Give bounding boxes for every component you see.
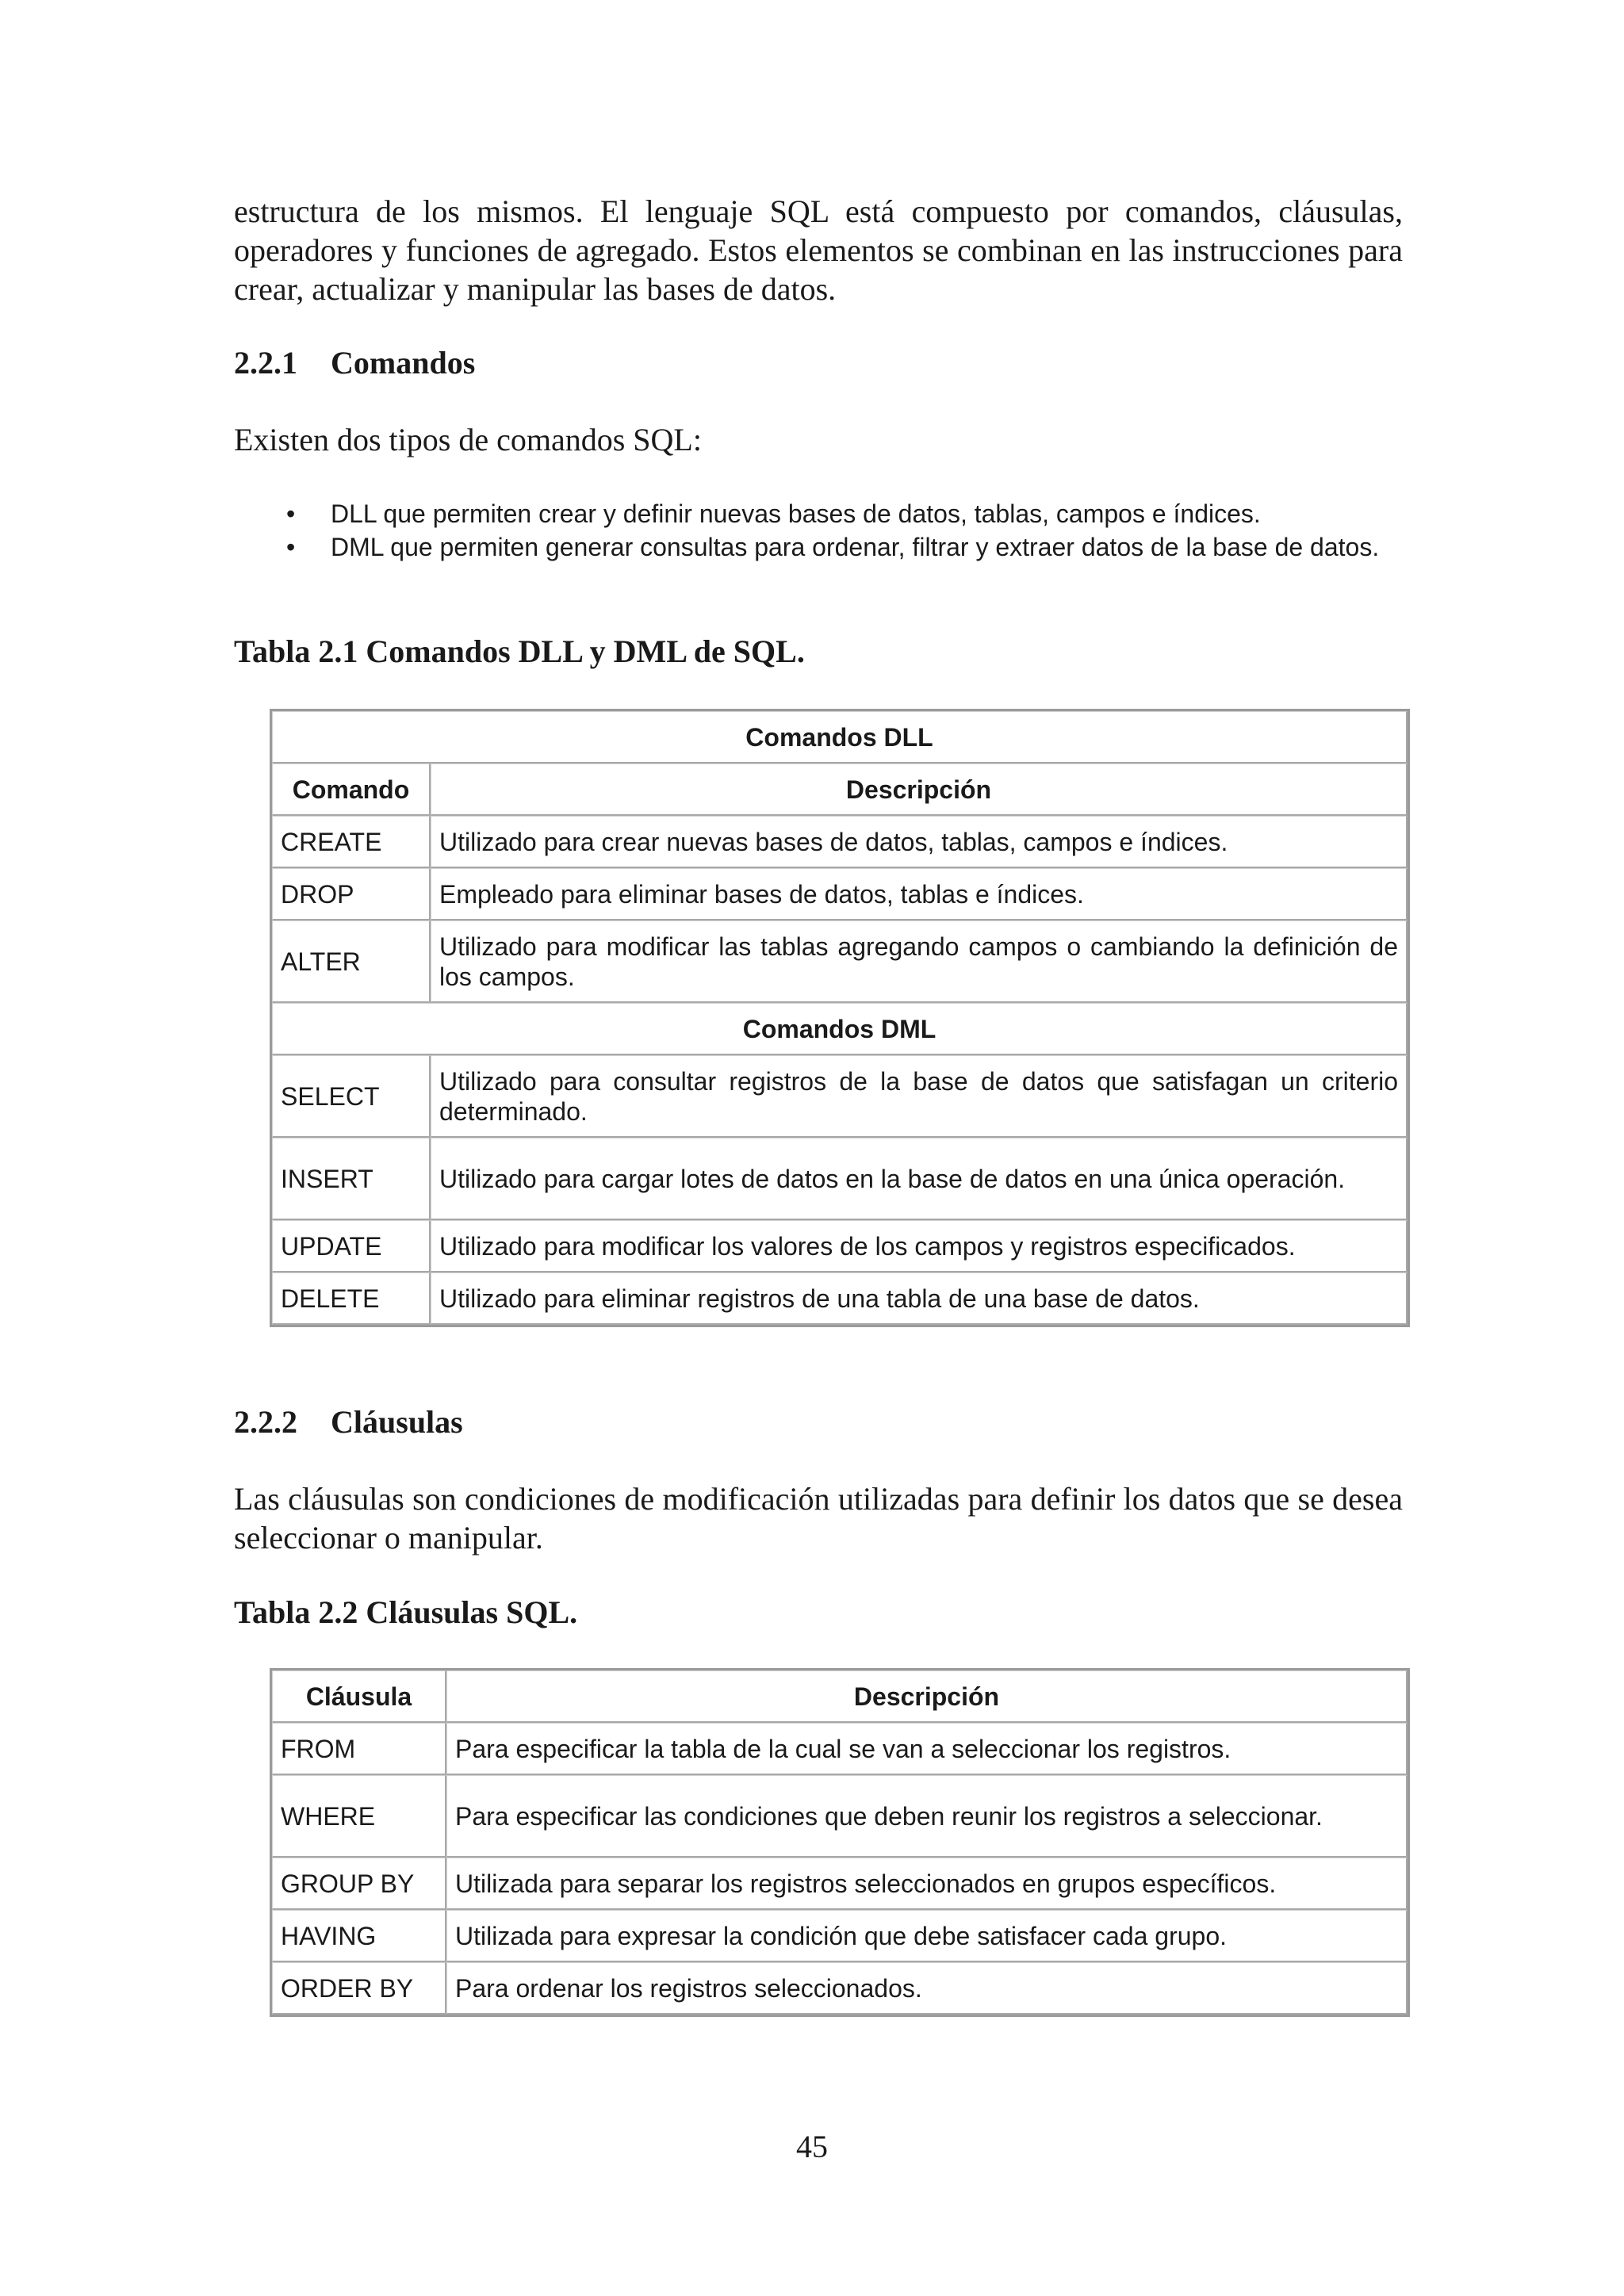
- table-row: [272, 816, 1408, 868]
- intro-paragraph: estructura de los mismos. El lenguaje SQL está compuesto por comandos, cláusulas, operadores y funciones de agregado. Estos elementos se combinan en las instrucciones para crear, actualizar y manipular las bases de datos.: [234, 193, 1403, 307]
- table1-caption: Tabla 2.1 Comandos DLL y DML de SQL.: [234, 633, 805, 669]
- bullet-icon: •: [286, 499, 296, 528]
- clause-cell: FROM: [272, 1723, 446, 1775]
- description-cell: Utilizado para modificar los valores de los campos y registros especificados.: [431, 1220, 1408, 1272]
- clauses-table: [270, 1668, 1410, 2017]
- column-header-clause: Cláusula: [272, 1670, 446, 1723]
- table-header-row: [272, 1670, 1408, 1723]
- command-cell: DROP: [272, 868, 431, 920]
- column-header-command: Comando: [272, 763, 431, 816]
- commands-table: [270, 709, 1410, 1327]
- group-header-dll: Comandos DLL: [272, 711, 1408, 763]
- table-row: [272, 1272, 1408, 1325]
- description-cell: Empleado para eliminar bases de datos, tablas e índices.: [431, 868, 1408, 920]
- page-number: 45: [796, 2129, 828, 2164]
- table-row: [272, 868, 1408, 920]
- section-title: Comandos: [331, 345, 476, 381]
- table-group-row: [272, 1003, 1408, 1055]
- section-number: 2.2.2: [234, 1404, 297, 1440]
- table-row: [272, 1055, 1408, 1138]
- list-item: [234, 498, 1403, 530]
- table-row: [272, 1138, 1408, 1220]
- table-row: [272, 1220, 1408, 1272]
- table2-caption: Tabla 2.2 Cláusulas SQL.: [234, 1594, 578, 1630]
- description-cell: Utilizada para separar los registros seleccionados en grupos específicos.: [446, 1858, 1408, 1910]
- bullet-text: DLL que permiten crear y definir nuevas bases de datos, tablas, campos e índices.: [331, 499, 1261, 528]
- description-cell: Utilizado para cargar lotes de datos en la base de datos en una única operación.: [431, 1138, 1408, 1220]
- clause-cell: GROUP BY: [272, 1858, 446, 1910]
- description-cell: Para especificar la tabla de la cual se van a seleccionar los registros.: [446, 1723, 1408, 1775]
- table-row: [272, 920, 1408, 1003]
- clause-cell: WHERE: [272, 1775, 446, 1858]
- description-cell: Utilizada para expresar la condición que debe satisfacer cada grupo.: [446, 1910, 1408, 1962]
- clause-cell: ORDER BY: [272, 1962, 446, 2015]
- description-cell: Utilizado para crear nuevas bases de datos, tablas, campos e índices.: [431, 816, 1408, 868]
- table-row: [272, 1910, 1408, 1962]
- section-heading-commands: [234, 344, 1403, 382]
- description-cell: Para ordenar los registros seleccionados.: [446, 1962, 1408, 2015]
- list-item: [234, 531, 1403, 563]
- command-cell: DELETE: [272, 1272, 431, 1325]
- section-title: Cláusulas: [331, 1404, 463, 1440]
- commands-bullet-list: [234, 498, 1403, 564]
- table-header-row: [272, 763, 1408, 816]
- description-cell: Utilizado para modificar las tablas agregando campos o cambiando la definición de los campos.: [431, 920, 1408, 1003]
- section-number: 2.2.1: [234, 345, 297, 381]
- table-group-row: [272, 711, 1408, 763]
- group-header-dml: Comandos DML: [272, 1003, 1408, 1055]
- column-header-description: Descripción: [446, 1670, 1408, 1723]
- clauses-paragraph: Las cláusulas son condiciones de modificación utilizadas para definir los datos que se desea seleccionar o manipular.: [234, 1481, 1403, 1556]
- table-row: [272, 1723, 1408, 1775]
- command-cell: INSERT: [272, 1138, 431, 1220]
- command-cell: CREATE: [272, 816, 431, 868]
- command-cell: ALTER: [272, 920, 431, 1003]
- description-cell: Para especificar las condiciones que deben reunir los registros a seleccionar.: [446, 1775, 1408, 1858]
- clause-cell: HAVING: [272, 1910, 446, 1962]
- bullet-icon: •: [286, 533, 296, 561]
- table-row: [272, 1858, 1408, 1910]
- table-row: [272, 1775, 1408, 1858]
- description-cell: Utilizado para eliminar registros de una tabla de una base de datos.: [431, 1272, 1408, 1325]
- commands-intro: Existen dos tipos de comandos SQL:: [234, 422, 702, 457]
- column-header-description: Descripción: [431, 763, 1408, 816]
- bullet-text: DML que permiten generar consultas para ordenar, filtrar y extraer datos de la base de datos.: [331, 533, 1380, 561]
- description-cell: Utilizado para consultar registros de la base de datos que satisfagan un criterio determinado.: [431, 1055, 1408, 1138]
- table-row: [272, 1962, 1408, 2015]
- command-cell: UPDATE: [272, 1220, 431, 1272]
- command-cell: SELECT: [272, 1055, 431, 1138]
- section-heading-clauses: [234, 1403, 1403, 1441]
